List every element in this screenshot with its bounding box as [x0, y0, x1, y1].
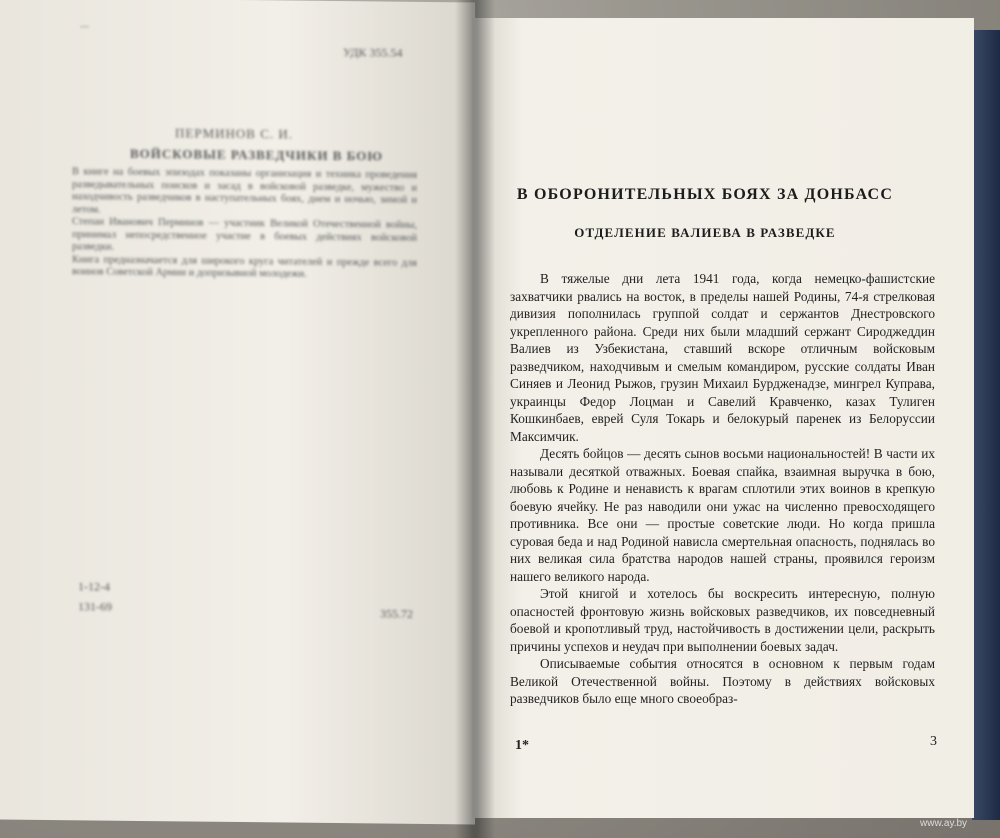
abstract [72, 166, 417, 282]
author-name: ПЕРМИНОВ С. И. [175, 125, 294, 142]
library-code-top: ... [80, 16, 89, 31]
body-text [510, 270, 935, 708]
catalog-code-line: 131-69 [78, 599, 112, 614]
price-code: 355.72 [380, 606, 413, 621]
catalog-code-line: 1-12-4 [78, 579, 110, 594]
section-title: В ОБОРОНИТЕЛЬНЫХ БОЯХ ЗА ДОНБАСС [516, 186, 894, 203]
left-page [0, 0, 475, 824]
body-paragraph: Десять бойцов — десять сынов восьми национальностей! В части их называли десяткой отважных. Боевая спайка, взаимная выручка в бою, любовь к Родине и ненависть к врагам сплотили этих воинов в крепкую боевую ячейку. Не раз наводили они ужас на численно превосходящего противника. Все они — простые советские люди. Но когда пришла суровая беда и над Родиной нависла смертельная опасность, поднялась во них великая сила братства народов нашей страны, проявился героизм нашего великого народа. [510, 446, 935, 584]
book-title: ВОЙСКОВЫЕ РАЗВЕДЧИКИ В БОЮ [130, 145, 383, 164]
catalog-code [78, 576, 112, 616]
book-spine-shadow [455, 0, 495, 838]
watermark: www.ay.by [920, 818, 968, 829]
abstract-paragraph: В книге на боевых эпизодах показаны организация и техника проведения разведывательных поисков и засад в войсковой разведке, мужество и находчивость разведчиков в наступательных боях, днем и ночью, зимой и летом. [72, 166, 417, 216]
body-paragraph: Этой книгой и хотелось бы воскресить интересную, полную опасностей фронтовую жизнь войсковых разведчиков, их повседневный боевой и кропотливый труд, настойчивость в достижении цели, раскрыть причины успехов и неудач при выполнении боевых задач. [510, 586, 935, 654]
book-cover-edge [972, 30, 1000, 820]
body-paragraph: В тяжелые дни лета 1941 года, когда немецко-фашистские захватчики рвались на восток, в пределы нашей Родины, 74-я стрелковая дивизия пополнилась группой солдат и сержантов Днестровского укрепленного района. Среди них были младший сержант Сироджеддин Валиев из Узбекистана, ставший вскоре отличным войсковым разведчиком, находчивым и смелым командиром, русские солдаты Иван Синяев и Леонид Рыжов, грузин Михаил Бурдженадзе, мингрел Куправа, украинцы Федор Лоцман и Савелий Кравченко, казах Тулиген Кошкинбаев, еврей Суля Токарь и белокурый паренек из Белоруссии Максимчик. [510, 271, 935, 444]
page-number: 3 [930, 734, 937, 749]
body-paragraph: Описываемые события относятся в основном к первым годам Великой Отечественной войны. Поэтому в действиях войсковых разведчиков было еще много своеобраз- [510, 656, 935, 706]
chapter-title: ОТДЕЛЕНИЕ ВАЛИЕВА В РАЗВЕДКЕ [574, 225, 836, 240]
udk-code: УДК 355.54 [343, 45, 403, 60]
abstract-paragraph: Степан Иванович Перминов — участник Великой Отечественной войны, принимал непосредственное участие в боевых действиях войсковой разведки. [72, 216, 417, 253]
signature-mark: 1* [515, 738, 529, 753]
abstract-paragraph: Книга предназначается для широкого круга читателей и прежде всего для воинов Советской Армии и допризывной молодежи. [72, 253, 417, 280]
